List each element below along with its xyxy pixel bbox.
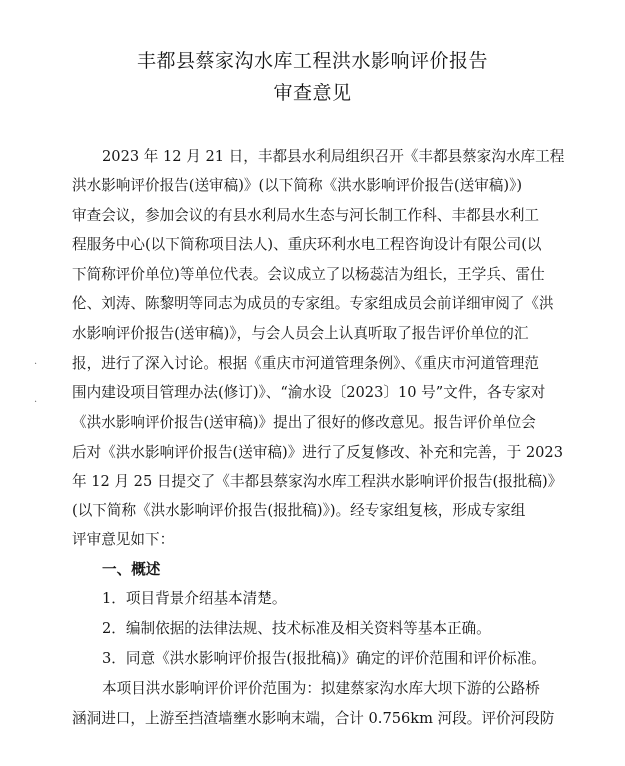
section-heading-overview: 一、概述 [102,561,161,578]
body-line-7: 水影响评价报告(送审稿)》，与会人员会上认真听取了报告评价单位的汇 [72,325,529,342]
body-line-6: 伦、刘涛、陈黎明等同志为成员的专家组。专家组成员会前详细审阅了《洪 [72,295,554,312]
list-item-2: 2．编制依据的法律法规、技术标准及相关资料等基本正确。 [102,620,491,637]
scan-mark: · [34,397,38,408]
document-title: 丰都县蔡家沟水库工程洪水影响评价报告 [136,50,488,72]
body-line-15: 本项目洪水影响评价评价范围为：拟建蔡家沟水库大坝下游的公路桥 [102,680,540,697]
body-line-3: 审查会议，参加会议的有县水利局水生态与河长制工作科、丰都县水利工 [72,207,540,224]
body-line-10: 《洪水影响评价报告(送审稿)》提出了很好的修改意见。报告评价单位会 [72,414,536,431]
document-subtitle: 审查意见 [273,82,352,104]
body-line-12: 年 12 月 25 日提交了《丰都县蔡家沟水库工程洪水影响评价报告(报批稿)》 [72,473,563,490]
body-line-13: (以下简称《洪水影响评价报告(报批稿)》)。经专家组复核，形成专家组 [72,502,526,519]
body-line-1: 2023 年 12 月 21 日，丰都县水利局组织召开《丰都县蔡家沟水库工程 [102,148,565,165]
list-item-1: 1．项目背景介绍基本清楚。 [102,590,287,607]
body-line-8: 报，进行了深入讨论。根据《重庆市河道管理条例》、《重庆市河道管理范 [72,355,539,372]
body-line-14: 评审意见如下： [72,531,175,548]
body-line-2: 洪水影响评价报告(送审稿)》(以下简称《洪水影响评价报告(送审稿)》) [72,177,523,194]
body-line-16: 涵洞进口，上游至挡渣墙壅水影响末端，合计 0.756km 河段。评价河段防 [72,710,555,727]
list-item-3: 3．同意《洪水影响评价报告(报批稿)》确定的评价范围和评价标准。 [102,650,546,667]
body-line-5: 下简称评价单位)等单位代表。会议成立了以杨蕊洁为组长，王学兵、雷仕 [72,266,545,283]
body-line-9: 围内建设项目管理办法(修订)》、“渝水设〔2023〕10 号”文件，各专家对 [72,384,546,401]
body-line-4: 程服务中心(以下简称项目法人)、重庆环利水电工程咨询设计有限公司(以 [72,236,542,253]
body-line-11: 后对《洪水影响评价报告(送审稿)》进行了反复修改、补充和完善，于 2023 [72,444,563,461]
scan-mark: · [34,359,38,370]
